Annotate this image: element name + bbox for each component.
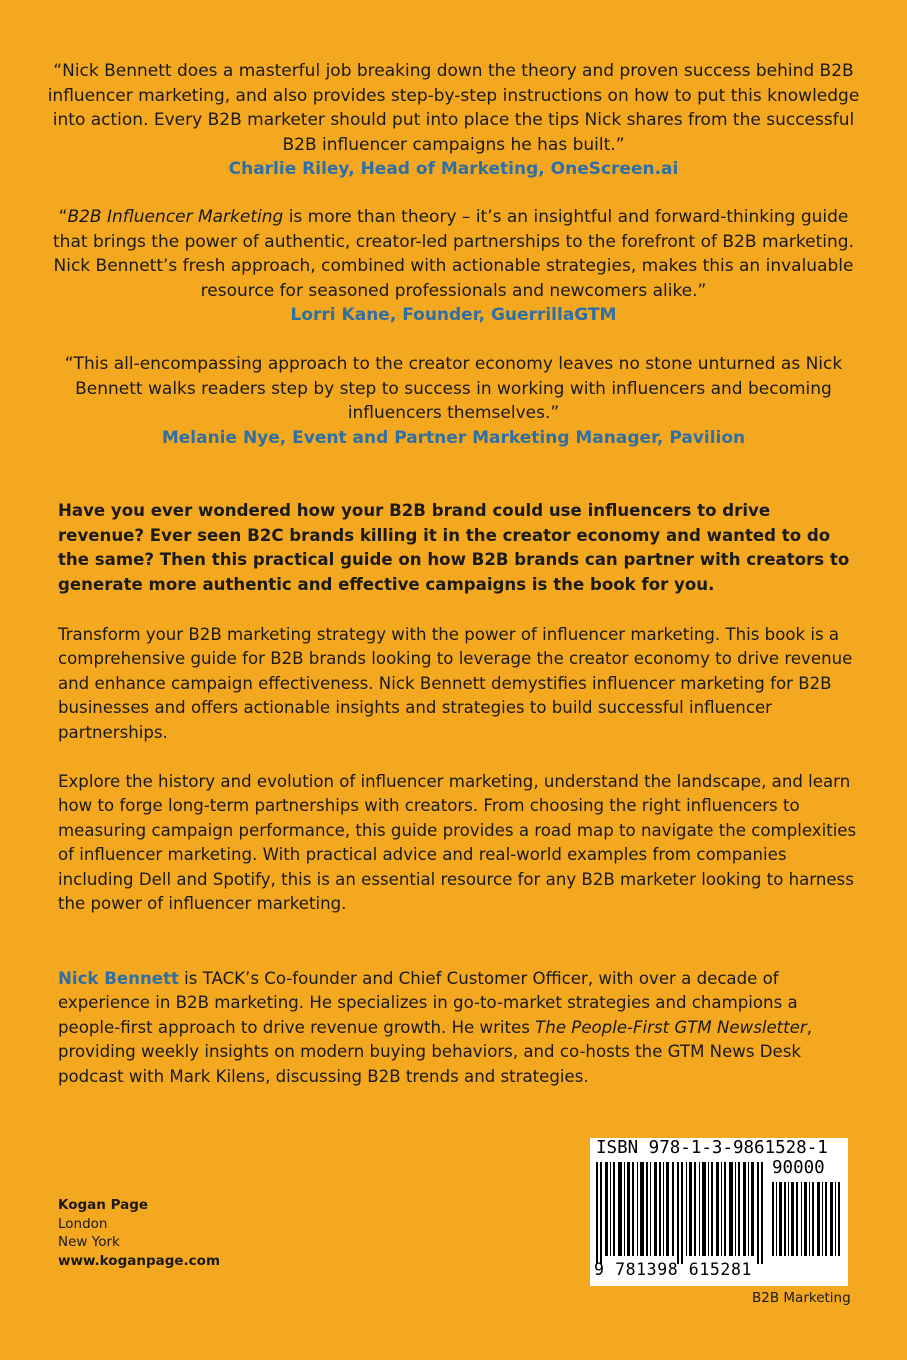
- review-quote-1: [40, 59, 867, 182]
- review-quote-text: “This all-encompassing approach to the creator economy leaves no stone unturned as Nick Bennett walks readers step by step to success in working with influencers and becoming influencers themselves.”: [64, 354, 843, 424]
- price-barcode-bars-icon: [772, 1182, 842, 1256]
- price-code: 90000: [772, 1158, 825, 1178]
- author-name: Nick Bennett: [58, 969, 179, 988]
- intro-paragraph: Have you ever wondered how your B2B brand could use influencers to drive revenue? Ever seen B2C brands killing it in the creator economy and wanted to do the same? Then this practical guide on how B2B brands can partner with creators to generate more authentic and effective campaigns is the book for you.: [58, 501, 850, 594]
- newsletter-title: The People-First GTM Newsletter: [535, 1017, 807, 1037]
- description-paragraph-2: Explore the history and evolution of influencer marketing, understand the landscape, and learn how to forge long-term partnerships with creators. From choosing the right influencers to measuring campaign performance, this guide provides a road map to navigate the complexities of influencer marketing. With practical advice and real-world examples from companies including Dell and Spotify, this is an essential resource for any B2B marketer looking to harness the power of influencer marketing.: [58, 772, 857, 914]
- barcode-bars-icon: [594, 1162, 766, 1264]
- isbn-number: ISBN 978-1-3-9861528-1: [596, 1138, 828, 1158]
- book-category: B2B Marketing: [752, 1290, 851, 1306]
- publisher-city: London: [58, 1215, 108, 1232]
- isbn-barcode: [590, 1138, 848, 1286]
- publisher-city: New York: [58, 1234, 120, 1250]
- description-paragraph-1: Transform your B2B marketing strategy with the power of influencer marketing. This book is a comprehensive guide for B2B brands looking to leverage the creator economy to drive revenue and enhance campaign effectiveness. Nick Bennett demystifies influencer marketing for B2B businesses and offers actionable insights and strategies to build successful influencer partnerships.: [58, 625, 853, 742]
- author-bio: Nick Bennett is TACK’s Co-founder and Chief Customer Officer, with over a decade of experience in B2B marketing. He specializes in go-to-market strategies and champions a people-first approach to drive revenue growth. He writes The People-First GTM Newsletter, providing weekly insights on modern buying behaviors, and co-hosts the GTM News Desk podcast with Mark Kilens, discussing B2B trends and strategies.: [58, 969, 812, 1086]
- review-quote-text: “Nick Bennett does a masterful job breaking down the theory and proven success behind B2B influencer marketing, and also provides step-by-step instructions on how to put this knowledge into action. Every B2B marketer should put into place the tips Nick shares from the successful B2B influencer campaigns he has built.”: [47, 61, 860, 155]
- review-quote-3: [40, 352, 867, 450]
- book-title: B2B Influencer Marketing: [67, 207, 284, 227]
- review-quote-text: “B2B Influencer Marketing is more than theory – it’s an insightful and forward-thinking guide that brings the power of authentic, creator-led partnerships to the forefront of B2B marketing. Nick Bennett’s fresh approach, combined with actionable strategies, makes this an invaluable resource for seasoned professionals and newcomers alike.”: [53, 207, 854, 301]
- review-attribution: Lorri Kane, Founder, GuerrillaGTM: [290, 305, 617, 326]
- review-attribution: Charlie Riley, Head of Marketing, OneScreen.ai: [228, 159, 679, 180]
- publisher-website: www.koganpage.com: [58, 1252, 221, 1269]
- review-quote-2: [40, 205, 867, 328]
- publisher-info: [58, 1196, 220, 1270]
- publisher-name: Kogan Page: [58, 1197, 149, 1213]
- barcode-digits: 9 781398 615281: [594, 1260, 753, 1279]
- review-attribution: Melanie Nye, Event and Partner Marketing Manager, Pavilion: [161, 427, 746, 448]
